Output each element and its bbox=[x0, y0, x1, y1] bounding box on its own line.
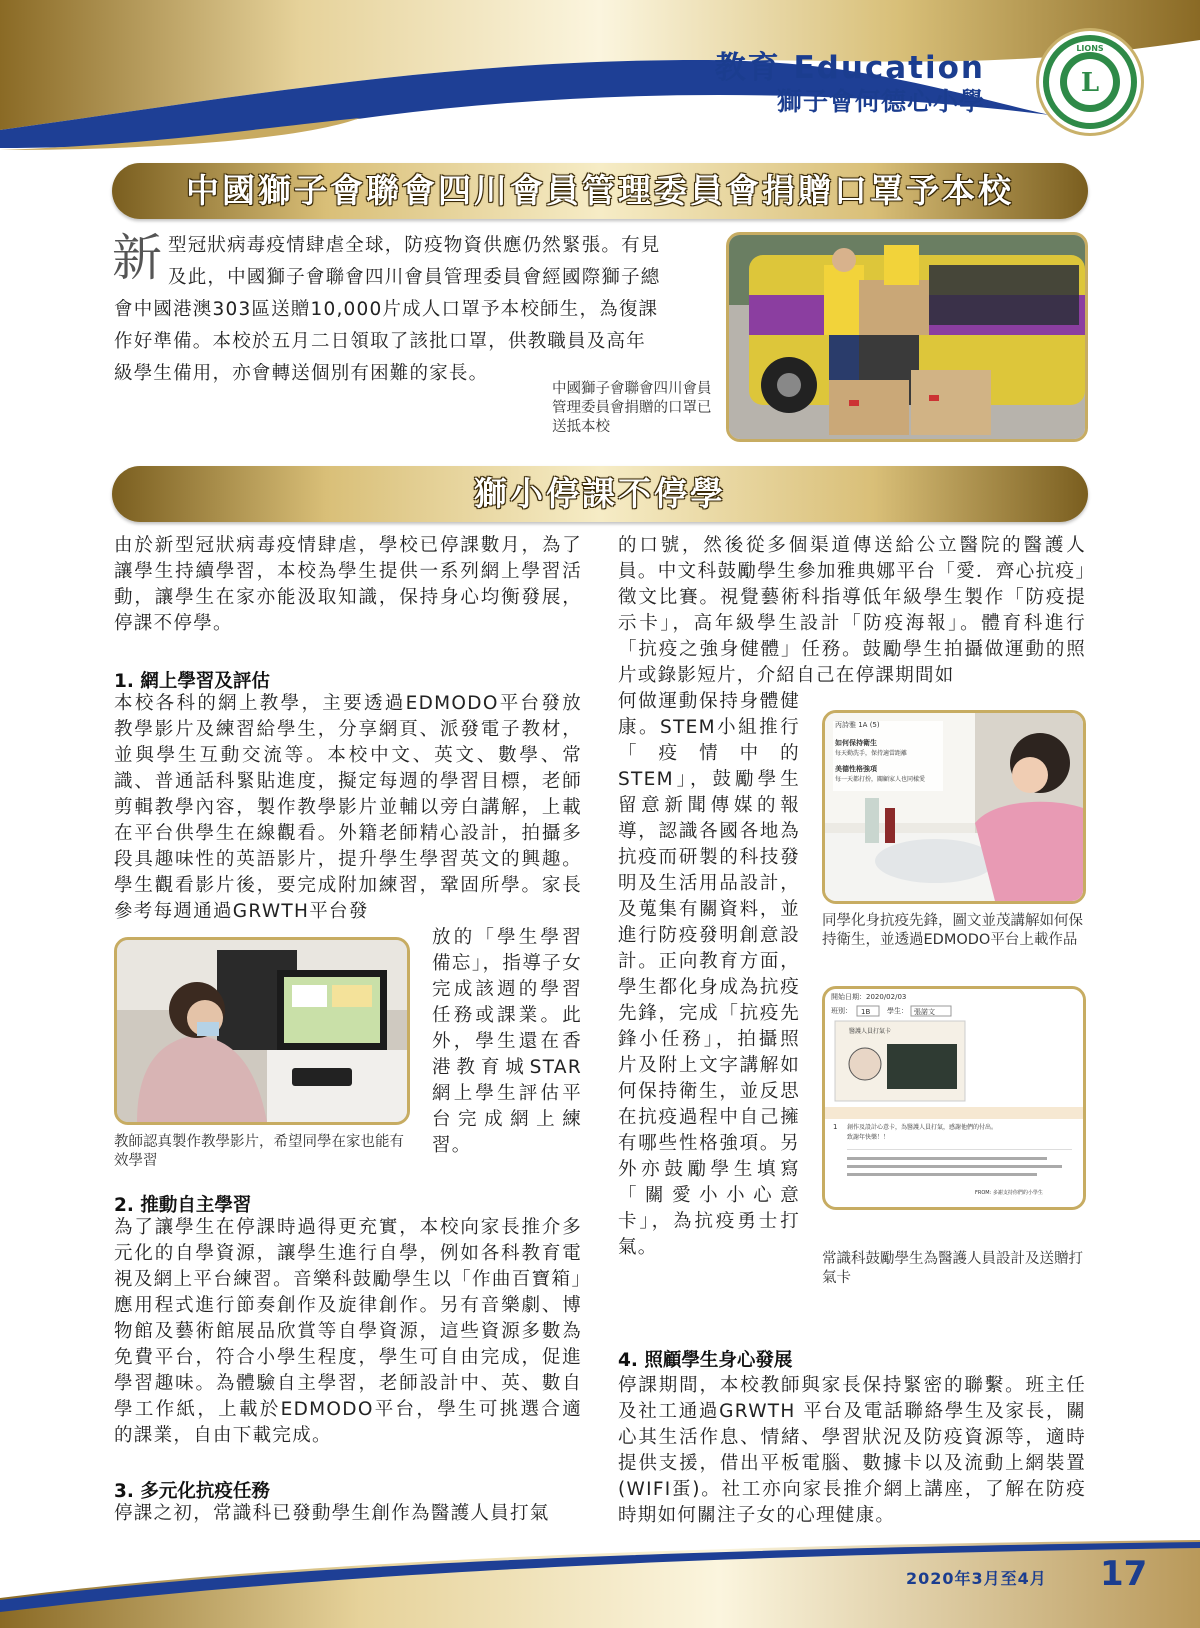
handwashing-photo bbox=[822, 710, 1086, 904]
section3-continued: 的口號，然後從多個渠道傳送給公立醫院的醫護人員。中文科鼓勵學生參加雅典娜平台「愛．齊心抗疫」徵文比賽。視覺藝術科指導低年級學生製作「防疫提示卡」，高年級學生設計「防疫海報」。體育科進行「抗疫之強身健體」任務。鼓勵學生拍攝做運動的照片或錄影短片，介紹自己在停課期間如 bbox=[618, 535, 1086, 686]
section1-body: 本校各科的網上教學，主要透過EDMODO平台發放教學影片及練習給學生，分享網頁、派發電子教材，並與學生互動交流等。本校中文、英文、數學、常識、普通話科緊貼進度，擬定每週的學習目標，老師剪輯教學內容，製作教學影片並輔以旁白講解，上載在平台供學生在線觀看。外籍老師精心設計，拍攝多段具趣味性的英語影片，提升學生學習英文的興趣。學生觀看影片後，要完成附加練習，鞏固所學。家長參考每週通過GRWTH平台發 bbox=[114, 693, 582, 922]
photo3-line2: 每天勤洗手，保持適當距離 bbox=[835, 750, 908, 757]
lions-club-logo bbox=[1036, 28, 1144, 136]
section3-heading: 3. 多元化抗疫任務 bbox=[114, 1481, 270, 1502]
article1-body-line: 級學生備用，亦會轉送個別有困難的家長。 bbox=[114, 363, 489, 384]
section4-body: 停課期間，本校教師與家長保持緊密的聯繫。班主任及社工通過GRWTH 平台及電話聯絡學生及家長，關心其生活作息、情緒、學習狀況及防疫資源等，適時提供支援，借出平板電腦、數據卡以及流動上網裝置(WIFI蛋)。社工亦向家長推介網上講座，了解在防疫時期如何關注子女的心理健康。 bbox=[618, 1375, 1086, 1526]
section4-heading: 4. 照顧學生身心發展 bbox=[618, 1350, 793, 1371]
photo3-tag: 丙詩雅 1A (5) bbox=[835, 721, 880, 729]
teacher-recording-photo bbox=[114, 937, 410, 1125]
article1-line2: 及此，中國獅子會聯會四川會員管理委員會經國際獅子總 bbox=[168, 267, 661, 288]
logo-ring-text: LIONS bbox=[1076, 44, 1104, 53]
photo3-line3: 美德性格強項 bbox=[835, 765, 877, 773]
section3-narrow-column: 何做運動保持身體健康。STEM小組推行「疫情中的STEM」，鼓勵學生留意新聞傳媒的報導，認識各國各地為抗疫而研製的科技發明及生活用品設計，及蒐集有關資料，並進行防疫發明創意設計。正向教育方面，學生都化身成為抗疫先鋒，完成「抗疫先鋒小任務」，拍攝照片及附上文字講解如何保持衛生，並反思在抗疫過程中自己擁有哪些性格強項。另外亦鼓勵學生填寫「關愛小小心意卡」，為抗疫勇士打氣。 bbox=[618, 691, 800, 1258]
section1-side-text: 放的「學生學習備忘」，指導子女完成該週的學習任務或課業。此外，學生還在香港教育城STAR網上學生評估平台完成網上練習。 bbox=[432, 927, 582, 1156]
drop-cap: 新 bbox=[112, 229, 162, 287]
photo4-from: FROM: 多謝支持你們的小學生 bbox=[975, 1190, 1043, 1196]
section-tag: 教育 Education bbox=[714, 50, 985, 86]
article1-line1: 型冠狀病毒疫情肆虐全球，防疫物資供應仍然緊張。有見 bbox=[168, 235, 661, 256]
photo4-row-text: 創作及設計心意卡，為醫護人員打氣，感謝他們的付出。 bbox=[847, 1124, 998, 1131]
intro-paragraph: 由於新型冠狀病毒疫情肆虐，學校已停課數月，為了讓學生持續學習，本校為學生提供一系列網上學習活動，讓學生在家亦能汲取知識，保持身心均衡發展，停課不停學。 bbox=[114, 535, 582, 634]
logo-letter: L bbox=[1080, 68, 1100, 98]
photo4-class-label: 班別： bbox=[831, 1007, 852, 1015]
section2-heading: 2. 推動自主學習 bbox=[114, 1195, 252, 1216]
header-decoration bbox=[0, 0, 1200, 150]
issue-date: 2020年3月至4月 bbox=[906, 1569, 1047, 1588]
section1-heading: 1. 網上學習及評估 bbox=[114, 671, 270, 692]
article1-title-banner bbox=[112, 163, 1088, 219]
photo4-student-label: 學生： bbox=[887, 1007, 908, 1015]
photo4-card-title: 醫護人員打氣卡 bbox=[849, 1028, 892, 1035]
article2-title-banner bbox=[112, 466, 1088, 522]
page-number: 17 bbox=[1100, 1554, 1148, 1594]
school-name: 獅子會何德心小學 bbox=[776, 87, 985, 116]
photo3-line4: 每一天都打扮，關顧家人也同樣愛 bbox=[835, 776, 926, 783]
photo4-row-text2: 致謝年快樂！！ bbox=[847, 1134, 890, 1141]
photo1-caption: 中國獅子會聯會四川會員管理委員會捐贈的口罩已送抵本校 bbox=[552, 381, 712, 435]
article1-body-line: 作好準備。本校於五月二日領取了該批口罩，供教職員及高年 bbox=[114, 331, 646, 352]
photo4-date: 開始日期：2020/02/03 bbox=[831, 993, 907, 1001]
article1-body bbox=[114, 294, 704, 390]
photo3-caption: 同學化身抗疫先鋒，圖文並茂講解如何保持衛生，並透過EDMODO平台上載作品 bbox=[822, 913, 1083, 948]
photo2-caption: 教師認真製作教學影片，希望同學在家也能有效學習 bbox=[114, 1134, 404, 1169]
section3-body: 停課之初，常識科已發動學生創作為醫護人員打氣 bbox=[114, 1503, 550, 1524]
photo4-caption: 常識科鼓勵學生為醫護人員設計及送贈打氣卡 bbox=[822, 1251, 1083, 1286]
article2-title: 獅小停課不停學 bbox=[474, 474, 726, 513]
photo4-student-value: 張諾文 bbox=[914, 1008, 935, 1016]
article1-title: 中國獅子會聯會四川會員管理委員會捐贈口罩予本校 bbox=[186, 171, 1014, 210]
photo3-line1: 如何保持衛生 bbox=[835, 739, 877, 747]
article1-body-line: 會中國港澳303區送贈10,000片成人口罩予本校師生，為復課 bbox=[114, 299, 659, 320]
photo4-class-value: 1B bbox=[861, 1008, 871, 1016]
section2-body: 為了讓學生在停課時過得更充實，本校向家長推介多元化的自學資源，讓學生進行自學，例如各科教育電視及網上平台練習。音樂科鼓勵學生以「作曲百寶箱」應用程式進行節奏創作及旋律創作。另有音樂劇、博物館及藝術館展品欣賞等自學資源，這些資源多數為免費平台，符合小學生程度，學生可自由完成，促進學習趣味。為體驗自主學習，老師設計中、英、數自學工作紙，上載於EDMODO平台，學生可挑選合適的課業，自由下載完成。 bbox=[114, 1217, 582, 1446]
photo4-row-no: 1 bbox=[833, 1123, 838, 1131]
cheer-card-screenshot bbox=[822, 986, 1086, 1210]
mask-delivery-photo bbox=[726, 232, 1088, 442]
